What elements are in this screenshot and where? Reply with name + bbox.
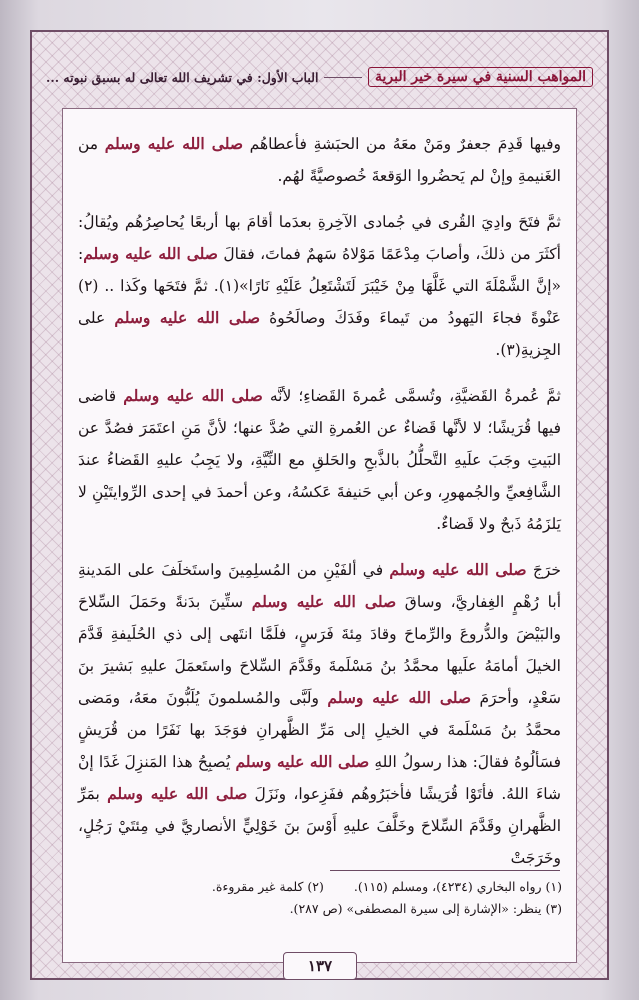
honorific: صلى الله عليه وسلم — [389, 560, 527, 579]
paragraph-text: من الغَنيمةِ وإنْ لم يَحضُروا الوَقعةَ خُصوصيَّةً لهُم. — [78, 135, 561, 185]
book-title: المواهب السنية في سيرة خير البرية — [368, 67, 593, 87]
paragraph-text: ولَبَّى والمُسلمونَ يُلَبُّونَ معَهُ، ومَضى محمَّدُ بنُ مَسْلَمةَ في الخيلِ إلى مَرِّ الظَّهرانِ فوَجَدَ بها نَفَرًا من قُرَيشٍ فسَألُوهُ فقالَ: هذا رسولُ اللهِ — [78, 689, 561, 771]
footnote-row — [80, 898, 562, 920]
paragraph-text: بمَرِّ الظَّهرانِ وقَدَّمَ السِّلاحَ وخَلَّفَ عليهِ أَوْسَ بنَ خَوْلِيٍّ الأنصاريَّ في مِئتَيْ رَجُلٍ، وخَرَجَتْ — [78, 785, 561, 867]
honorific: صلى الله عليه وسلم — [104, 134, 243, 153]
running-header — [46, 62, 593, 92]
honorific: صلى الله عليه وسلم — [251, 592, 397, 611]
paragraph-text: يُصبِحُ هذا المَنزِلَ غَدًا إنْ شاءَ اللهُ. فأتَوْا قُرَيشًا فأخبَرُوهُم ففَزِعوا، ونَزَلَ — [78, 753, 561, 803]
body-text — [78, 128, 561, 888]
footnote-3: (٣) ينظر: «الإشارة إلى سيرة المصطفى» (ص ٢٨٧). — [289, 901, 562, 916]
chapter-title: الباب الأول: في تشريف الله تعالى له بسبق نبوته ... — [46, 69, 319, 85]
paragraph-1 — [78, 128, 561, 192]
honorific: صلى الله عليه وسلم — [327, 688, 472, 707]
paragraph-text: : «إنَّ الشَّمْلَةَ التي غَلَّهَا مِنْ خَيْبَرَ لَتَشْتَعِلُ عَلَيْهِ نَارًا»(١). ثمَّ فتَحَها وكَذا .. (٢) عَنْوةً فجاءَ اليَهودُ من تَيماءَ وفَدَكَ وصالَحُوهُ — [78, 245, 562, 327]
paragraph-4 — [78, 554, 561, 874]
paragraph-text: قاضى فيها قُرَيشًا؛ لا لأنَّها قَضاءٌ عن العُمرةِ التي صُدَّ عنها؛ لأنَّ مَنِ اعتَمَرَ فصُدَّ عن البَيتِ وجَبَ علَيهِ التَّحلُّلُ بالذَّبحِ والحَلقِ مع النِّيَّةِ، ولا يَجِبُ عليهِ القَضاءُ عندَ الشَّافِعيِّ والجُمهورِ، وعن أبي حَنيفةَ عَكسُهُ، وعن أحمدَ في إحدى الرِّوايتَيْنِ لا يَلزَمُهُ ذَبحٌ ولا قَضاءٌ. — [78, 387, 561, 533]
footnote-rule — [330, 870, 560, 871]
footnote-2: (٢) كلمة غير مقروءة. — [211, 879, 324, 894]
paragraph-2 — [78, 206, 561, 366]
paragraph-text: ثمَّ عُمرةُ القَضيَّةِ، وتُسمَّى عُمرةَ القَضاءِ؛ لأنَّه — [262, 387, 562, 405]
paragraph-text: في ألفَيْنِ من المُسلِمِينَ واستَخلَفَ على المَدينةِ أبا رُهْمٍ الغِفاريَّ، وساقَ — [78, 561, 561, 611]
paragraph-text: خرَجَ — [526, 561, 561, 579]
footnotes — [80, 876, 562, 920]
honorific: صلى الله عليه وسلم — [114, 308, 261, 327]
paragraph-3 — [78, 380, 561, 540]
footnote-row — [80, 876, 562, 898]
header-rule — [324, 77, 362, 78]
paragraph-text: وفيها قَدِمَ جعفرٌ ومَنْ معَهُ من الحبَشةِ فأعطاهُم — [243, 135, 561, 153]
paragraph-text: ستِّينَ بدَنةً وحَمَلَ السِّلاحَ والبَيْضَ والدُّروعَ والرِّماحَ وقادَ مِئةَ فَرَسٍ، فلَمَّا انتَهى إلى ذي الحُلَيفةِ قَدَّمَ الخيلَ أمامَهُ علَيها محمَّدُ بنُ مَسْلَمةَ وقَدَّمَ السِّلاحَ واستَعمَلَ عليهِ بَشيرَ بنَ سَعْدٍ، وأحرَمَ — [78, 593, 561, 707]
honorific: صلى الله عليه وسلم — [83, 244, 218, 263]
honorific: صلى الله عليه وسلم — [123, 386, 263, 405]
honorific: صلى الله عليه وسلم — [235, 752, 370, 771]
page-number: ١٣٧ — [283, 952, 357, 980]
paragraph-text: ثمَّ فتَحَ وادِيَ القُرى في جُمادى الآخِرةِ بعدَما أقامَ بها أربعًا يُحاصِرُهُم ويُقالُ: أكثَرَ من ذلكَ، وأصابَ مِدْعَمًا مَوْلاهُ سَهمٌ فماتَ، فقالَ — [78, 213, 561, 263]
footnote-1: (١) رواه البخاري (٤٢٣٤)، ومسلم (١١٥). — [353, 879, 562, 894]
honorific: صلى الله عليه وسلم — [107, 784, 248, 803]
paragraph-text: على الجِزيةِ(٣). — [78, 309, 561, 359]
